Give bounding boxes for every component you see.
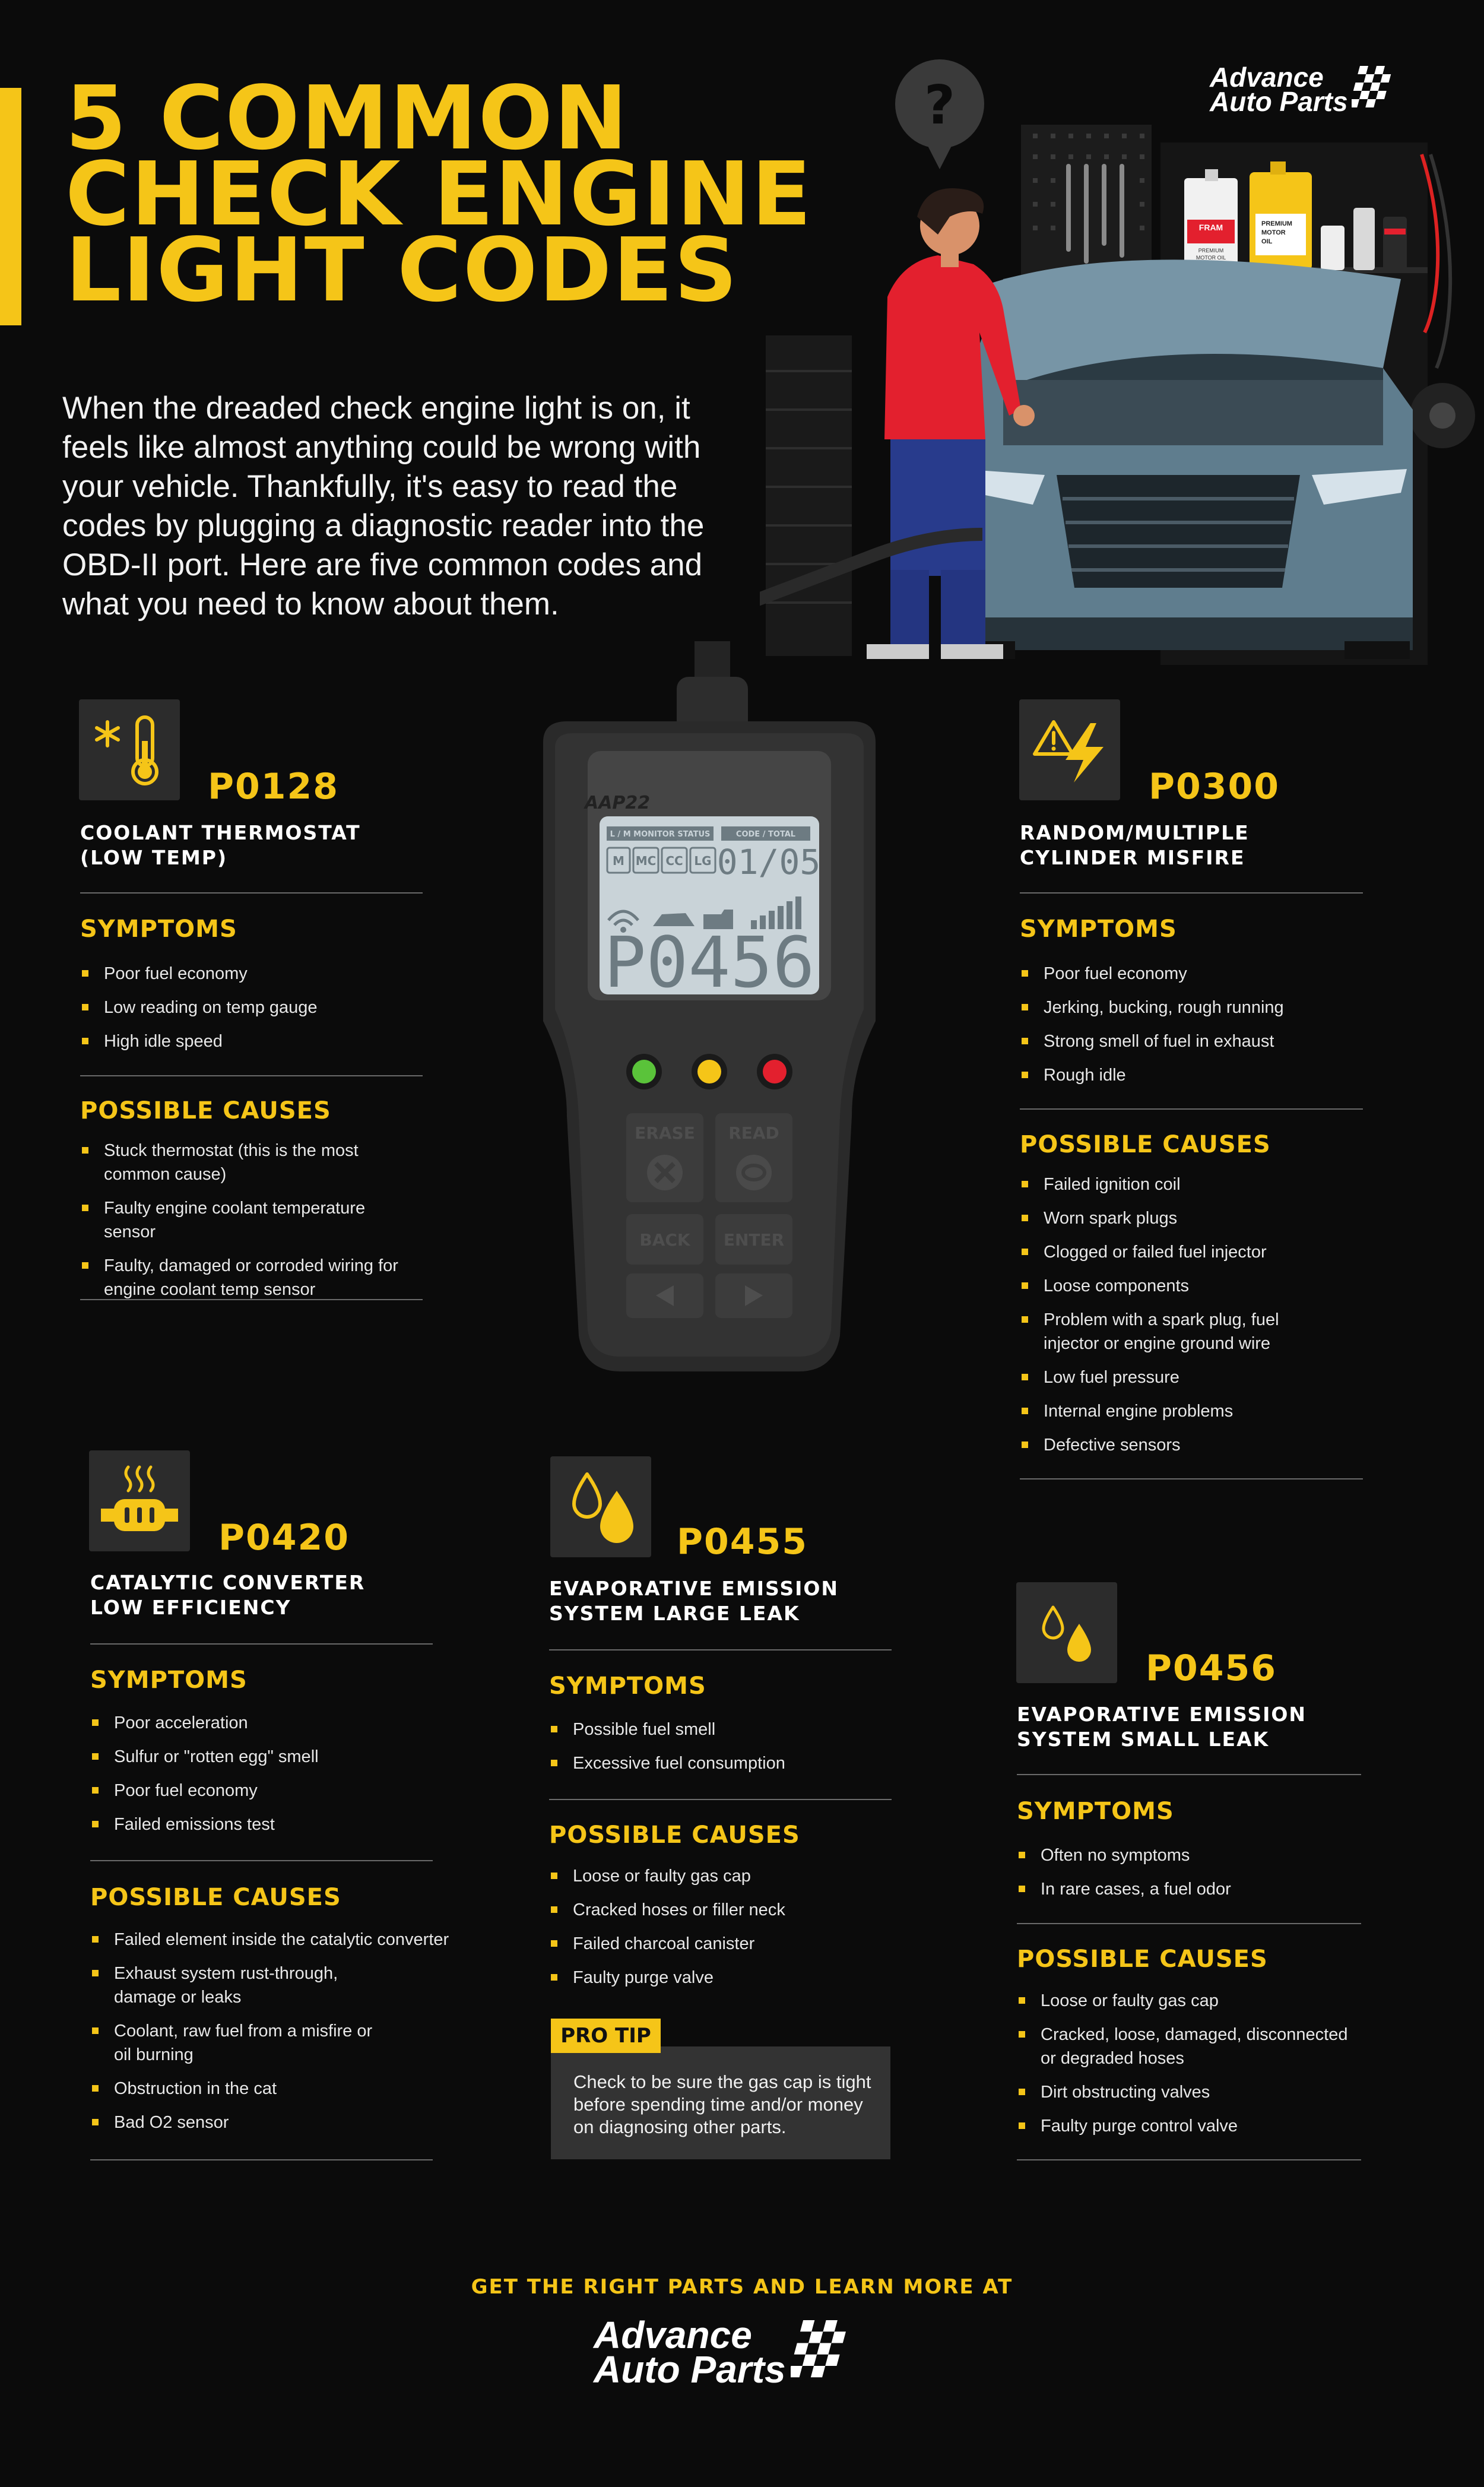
divider: [90, 1643, 433, 1645]
list-item: Faulty purge control valve: [1017, 2114, 1361, 2138]
svg-text:CODE / TOTAL: CODE / TOTAL: [735, 830, 796, 839]
list-item: Excessive fuel consumption: [549, 1751, 892, 1775]
list-item: Failed charcoal canister: [549, 1932, 892, 1956]
list-item: Exhaust system rust-through, damage or leaks: [90, 1962, 375, 2009]
svg-text:BACK: BACK: [639, 1230, 690, 1250]
list-item: Dirt obstructing valves: [1017, 2080, 1361, 2104]
list-item: Poor fuel economy: [1020, 962, 1363, 986]
p0456-causes-heading: POSSIBLE CAUSES: [1017, 1946, 1268, 1973]
p0420-symptoms-list: [90, 1711, 433, 1846]
p0455-code: P0455: [677, 1521, 808, 1563]
svg-text:MOTOR OIL: MOTOR OIL: [1196, 255, 1226, 261]
p0455-symptoms-list: [549, 1718, 892, 1785]
p0300-causes-list: [1020, 1173, 1328, 1467]
list-item: Defective sensors: [1020, 1433, 1328, 1457]
p0420-causes-list: [90, 1928, 458, 2144]
page-title: [65, 67, 837, 321]
divider: [549, 1799, 892, 1800]
list-item: Faulty, damaged or corroded wiring for engine coolant temp sensor: [80, 1254, 404, 1301]
p0420-icon-box: [89, 1450, 190, 1551]
divider: [80, 1075, 423, 1076]
list-item: Possible fuel smell: [549, 1718, 892, 1741]
garage-scene-illustration: [760, 36, 1484, 677]
checkered-flag-icon: [791, 2320, 850, 2385]
list-item: Internal engine problems: [1020, 1399, 1328, 1423]
title-line-1: 5 COMMON: [65, 67, 629, 169]
svg-text:M: M: [613, 854, 624, 868]
p0300-symptoms-list: [1020, 962, 1363, 1097]
divider: [1017, 1923, 1361, 1924]
svg-text:CC: CC: [665, 854, 683, 868]
small-bottle: [1321, 226, 1345, 270]
fuel-drops-small-icon: [1016, 1582, 1117, 1683]
divider: [80, 1299, 423, 1300]
list-item: Faulty engine coolant temperature sensor: [80, 1196, 404, 1244]
logo-line-2: Auto Parts: [594, 2347, 786, 2391]
svg-text:L / M MONITOR STATUS: L / M MONITOR STATUS: [610, 830, 711, 839]
list-item: Problem with a spark plug, fuel injector or engine ground wire: [1020, 1308, 1328, 1355]
svg-text:OIL: OIL: [1261, 238, 1273, 245]
p0456-symptoms-heading: SYMPTOMS: [1017, 1798, 1174, 1825]
list-item: Poor fuel economy: [80, 962, 413, 986]
list-item: Clogged or failed fuel injector: [1020, 1240, 1328, 1264]
list-item: Failed element inside the catalytic converter: [90, 1928, 458, 1951]
question-bubble: [895, 59, 984, 169]
tool-cabinet: [766, 335, 852, 656]
list-item: Poor fuel economy: [90, 1779, 433, 1802]
divider: [1017, 2159, 1361, 2160]
p0128-symptoms-list: [80, 962, 413, 1063]
title-line-2: CHECK ENGINE: [65, 143, 813, 245]
list-item: Poor acceleration: [90, 1711, 433, 1735]
list-item: Failed emissions test: [90, 1813, 433, 1836]
catalytic-converter-icon: [89, 1450, 190, 1551]
warning-lightning-icon: [1019, 699, 1120, 800]
logo-line-1: Advance: [1210, 62, 1324, 93]
list-item: Failed ignition coil: [1020, 1173, 1328, 1196]
divider: [1020, 1108, 1363, 1110]
list-item: High idle speed: [80, 1029, 413, 1053]
oil-bottle-yellow: [1250, 161, 1312, 270]
divider: [1020, 892, 1363, 894]
p0420-code: P0420: [218, 1517, 350, 1558]
list-item: Low reading on temp gauge: [80, 996, 413, 1019]
list-item: Coolant, raw fuel from a misfire or oil burning: [90, 2019, 375, 2067]
list-item: Faulty purge valve: [549, 1966, 892, 1989]
obd-reader-device: [519, 641, 899, 1389]
oil-bottle-fram: [1184, 169, 1238, 270]
list-item: Stuck thermostat (this is the most common cause): [80, 1139, 404, 1186]
p0128-icon-box: [79, 699, 180, 800]
question-mark-icon: ?: [924, 74, 956, 137]
list-item: Rough idle: [1020, 1063, 1363, 1087]
list-item: In rare cases, a fuel odor: [1017, 1877, 1361, 1901]
svg-text:PREMIUM: PREMIUM: [1261, 220, 1292, 227]
divider: [1020, 1478, 1363, 1479]
p0128-subtitle: COOLANT THERMOSTAT (LOW TEMP): [80, 821, 361, 869]
p0300-symptoms-heading: SYMPTOMS: [1020, 915, 1177, 943]
p0456-icon-box: [1016, 1582, 1117, 1683]
svg-text:MC: MC: [635, 854, 657, 868]
list-item: Obstruction in the cat: [90, 2077, 458, 2101]
divider: [90, 2159, 433, 2160]
svg-text:PREMIUM: PREMIUM: [1198, 248, 1224, 254]
list-item: Often no symptoms: [1017, 1843, 1361, 1867]
list-item: Cracked, loose, damaged, disconnected or degraded hoses: [1017, 2023, 1361, 2070]
p0456-subtitle: EVAPORATIVE EMISSION SYSTEM SMALL LEAK: [1017, 1703, 1307, 1751]
p0456-code: P0456: [1146, 1648, 1277, 1689]
footer-cta: GET THE RIGHT PARTS AND LEARN MORE AT: [471, 2275, 1013, 2299]
p0128-causes-list: [80, 1139, 404, 1311]
p0456-symptoms-list: [1017, 1843, 1361, 1911]
p0455-causes-heading: POSSIBLE CAUSES: [549, 1821, 800, 1849]
divider: [1017, 1774, 1361, 1775]
fram-label: FRAM: [1198, 223, 1223, 232]
logo-line-1: Advance: [594, 2314, 752, 2356]
reader-model: AAP22: [585, 793, 651, 813]
list-item: Cracked hoses or filler neck: [549, 1898, 892, 1922]
p0300-subtitle: RANDOM/MULTIPLE CYLINDER MISFIRE: [1020, 821, 1250, 869]
p0128-symptoms-heading: SYMPTOMS: [80, 915, 237, 943]
svg-text:ENTER: ENTER: [723, 1230, 785, 1250]
pro-tip-text: Check to be sure the gas cap is tight before spending time and/or money on diagnosing other parts.: [573, 2071, 871, 2137]
car: [947, 259, 1413, 659]
divider: [80, 892, 423, 894]
divider: [549, 1649, 892, 1650]
list-item: Jerking, bucking, rough running: [1020, 996, 1363, 1019]
list-item: Loose components: [1020, 1274, 1328, 1298]
reader-display-code: P0456: [604, 921, 815, 1003]
brand-logo-footer[interactable]: [594, 2314, 850, 2391]
p0455-causes-list: [549, 1864, 892, 2000]
p0300-code: P0300: [1149, 766, 1280, 807]
list-item: Bad O2 sensor: [90, 2111, 458, 2134]
p0420-subtitle: CATALYTIC CONVERTER LOW EFFICIENCY: [90, 1571, 366, 1619]
svg-text:MOTOR: MOTOR: [1261, 229, 1286, 236]
p0455-subtitle: EVAPORATIVE EMISSION SYSTEM LARGE LEAK: [549, 1577, 839, 1625]
pro-tip-label: PRO TIP: [551, 2019, 661, 2053]
svg-text:ERASE: ERASE: [635, 1123, 695, 1143]
svg-text:LG: LG: [694, 854, 712, 868]
title-accent-bar: [0, 88, 21, 325]
reader-code-count: 01/05: [716, 842, 821, 882]
svg-text:READ: READ: [728, 1123, 779, 1143]
title-line-3: LIGHT CODES: [65, 219, 739, 321]
p0128-code: P0128: [208, 766, 339, 807]
thermometer-snowflake-icon: [79, 699, 180, 800]
engine-bay: [1003, 380, 1383, 445]
p0420-symptoms-heading: SYMPTOMS: [90, 1667, 248, 1694]
fuel-drops-icon: [550, 1456, 651, 1557]
logo-line-2: Auto Parts: [1210, 86, 1348, 118]
p0300-icon-box: [1019, 699, 1120, 800]
p0455-icon-box: [550, 1456, 651, 1557]
list-item: Worn spark plugs: [1020, 1206, 1328, 1230]
p0456-causes-list: [1017, 1989, 1361, 2148]
list-item: Loose or faulty gas cap: [549, 1864, 892, 1888]
divider: [90, 1860, 433, 1861]
list-item: Low fuel pressure: [1020, 1366, 1328, 1389]
list-item: Sulfur or "rotten egg" smell: [90, 1745, 433, 1769]
list-item: Loose or faulty gas cap: [1017, 1989, 1361, 2013]
list-item: Strong smell of fuel in exhaust: [1020, 1029, 1363, 1053]
intro-paragraph: When the dreaded check engine light is on, it feels like almost anything could be wrong with your vehicle. Thankfully, it's easy to read the codes by plugging a diagnostic reader into the OBD-II port. Here are five common codes and what you need to know about them.: [62, 391, 705, 622]
p0420-causes-heading: POSSIBLE CAUSES: [90, 1884, 341, 1911]
p0300-causes-heading: POSSIBLE CAUSES: [1020, 1131, 1271, 1158]
p0455-symptoms-heading: SYMPTOMS: [549, 1672, 706, 1700]
p0128-causes-heading: POSSIBLE CAUSES: [80, 1097, 331, 1124]
